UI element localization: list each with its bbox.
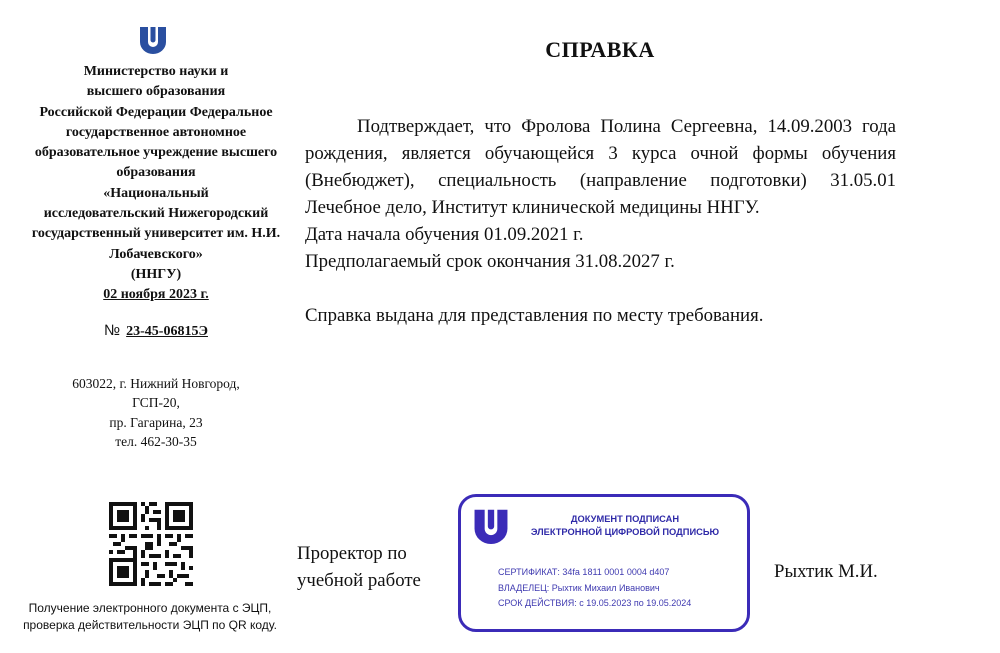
position-line: учебной работе xyxy=(297,570,421,591)
stamp-heading-line: ЭЛЕКТРОННОЙ ЦИФРОВОЙ ПОДПИСЬЮ xyxy=(530,526,720,537)
issued-for-text: Справка выдана для представления по месту требования. xyxy=(305,305,764,326)
stamp-heading-line: ДОКУМЕНТ ПОДПИСАН xyxy=(570,514,680,524)
org-line: государственный университет им. Н.И. xyxy=(31,226,281,242)
qr-caption-line: проверка действительности ЭЦП по QR коду. xyxy=(23,617,277,632)
signer-position xyxy=(297,540,421,594)
organization-header xyxy=(10,62,302,306)
university-logo-icon xyxy=(138,24,168,54)
study-end-line: Предполагаемый срок окончания 31.08.2027 г. xyxy=(305,251,675,272)
document-body xyxy=(305,113,896,275)
stamp-validity: СРОК ДЕЙСТВИЯ: с 19.05.2023 по 19.05.2024 xyxy=(498,598,692,608)
document-number-value: 23-45-06815Э xyxy=(126,324,208,339)
organization-address xyxy=(10,374,302,451)
number-symbol: № xyxy=(104,322,121,339)
org-line: образовательное учреждение высшего xyxy=(34,145,278,161)
org-line: Российской Федерации Федеральное xyxy=(39,104,273,120)
org-line: образования xyxy=(116,165,196,181)
document-number xyxy=(10,322,302,340)
document-title: СПРАВКА xyxy=(545,37,655,62)
address-line: пр. Гагарина, 23 xyxy=(109,414,203,430)
address-line: ГСП-20, xyxy=(132,395,180,411)
stamp-university-logo-icon xyxy=(472,506,510,544)
signer-name: Рыхтик М.И. xyxy=(774,561,878,582)
org-line: Министерство науки и xyxy=(83,64,229,79)
qr-caption-line: Получение электронного документа с ЭЦП, xyxy=(28,601,272,615)
org-line: высшего образования xyxy=(86,84,226,100)
stamp-owner: ВЛАДЕЛЕЦ: Рыхтик Михаил Иванович xyxy=(498,582,660,593)
position-line: Проректор по xyxy=(297,543,407,564)
org-line: исследовательский Нижегородский xyxy=(43,206,269,222)
org-line: «Национальный xyxy=(103,185,209,201)
body-paragraph: Подтверждает, что Фролова Полина Сергеевна, 14.09.2003 года рождения, является обучающейся 3 курса очной формы обучения (Внебюджет), специальность (направление подготовки) 31.05.01 Лечебное дело, Институт клинической медицины ННГУ. xyxy=(305,116,896,218)
org-line: Лобачевского» xyxy=(109,246,203,262)
qr-caption xyxy=(10,600,290,633)
study-start-line: Дата начала обучения 01.09.2021 г. xyxy=(305,224,584,245)
qr-code[interactable] xyxy=(109,502,193,586)
document-date: 02 ноября 2023 г. xyxy=(103,287,209,303)
org-line: (ННГУ) xyxy=(130,266,182,282)
address-line: тел. 462-30-35 xyxy=(115,433,197,449)
address-line: 603022, г. Нижний Новгород, xyxy=(72,376,240,391)
stamp-certificate: СЕРТИФИКАТ: 34fa 1811 0001 0004 d407 xyxy=(498,567,670,577)
org-line: государственное автономное xyxy=(65,124,247,140)
stamp-heading xyxy=(520,513,730,538)
stamp-details xyxy=(498,565,691,612)
